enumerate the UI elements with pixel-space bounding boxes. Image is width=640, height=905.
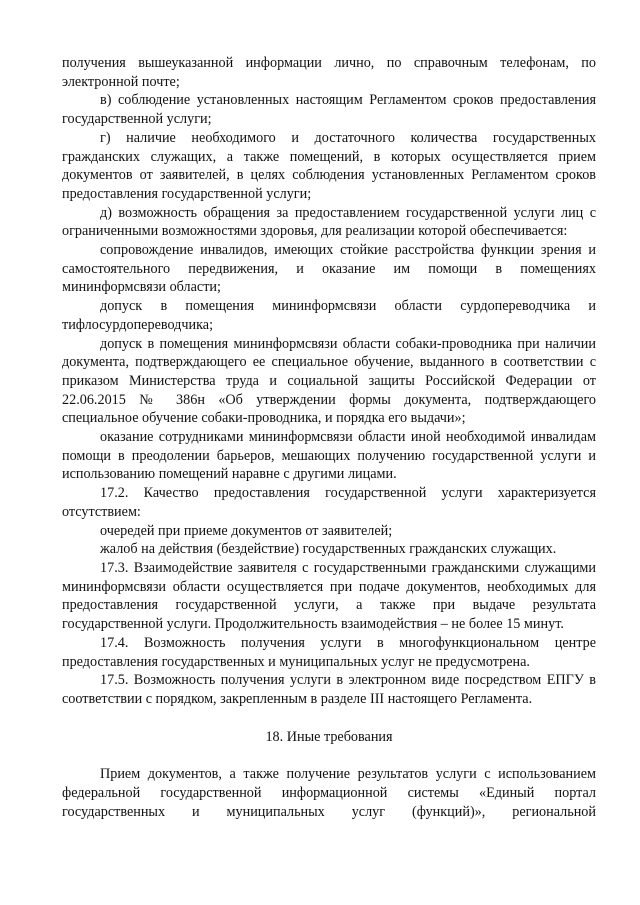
paragraph: 17.2. Качество предоставления государственной услуги характеризуется отсутствием: <box>62 485 596 520</box>
paragraph: допуск в помещения мининформсвязи области собаки-проводника при наличии документа, подтверждающего ее специальное обучение, выданного в соответствии с приказом Министерства труда и социальной защиты Российской Федерации от 22.06.2015 № 386н «Об утверждении формы документа, подтверждающего специальное обучение собаки-проводника, и порядка его выдачи»; <box>62 335 596 427</box>
paragraph: очередей при приеме документов от заявителей; <box>100 522 393 539</box>
paragraph: в) соблюдение установленных настоящим Регламентом сроков предоставления государственной услуги; <box>62 92 596 128</box>
paragraph: получения вышеуказанной информации лично, по справочным телефонам, по электронной почте; <box>62 55 596 90</box>
paragraph: 17.3. Взаимодействие заявителя с государственными гражданскими служащими мининформсвязи области осуществляется при подаче документов, необходимых для предоставления государственной услуги, а также при выдаче результата государственной услуги. Продолжительность взаимодействия – не более 15 минут. <box>62 559 596 633</box>
paragraph: д) возможность обращения за предоставлением государственной услуги лиц с ограниченными возможностями здоровья, для реализации которой обеспечивается: <box>62 204 596 240</box>
paragraph: жалоб на действия (бездействие) государственных гражданских служащих. <box>100 541 557 558</box>
paragraph: Прием документов, а также получение результатов услуги с использованием федеральной государственной информационной системы «Единый портал государственных и муниципальных услуг (функций)», региональной <box>62 766 596 820</box>
paragraph: сопровождение инвалидов, имеющих стойкие расстройства функции зрения и самостоятельного передвижения, и оказание им помощи в помещениях мининформсвязи области; <box>62 242 596 296</box>
paragraph: 17.5. Возможность получения услуги в электронном виде посредством ЕПГУ в соответствии с порядком, закрепленным в разделе III настоящего Регламента. <box>62 672 596 707</box>
paragraph: допуск в помещения мининформсвязи области сурдопереводчика и тифлосурдопереводчика; <box>62 298 596 333</box>
paragraph: оказание сотрудниками мининформсвязи области иной необходимой инвалидам помощи в преодолении барьеров, мешающих получению государственной услуги и использованию помещений наравне с другими лицами. <box>62 429 596 483</box>
paragraph: 17.4. Возможность получения услуги в многофункциональном центре предоставления государственных и муниципальных услуг не предусмотрена. <box>62 634 596 670</box>
section-heading: 18. Иные требования <box>265 728 393 745</box>
paragraph: г) наличие необходимого и достаточного количества государственных гражданских служащих, а также помещений, в которых осуществляется прием документов от заявителей, в целях соблюдения установленных Регламентом сроков предоставления государственной услуги; <box>62 129 596 202</box>
